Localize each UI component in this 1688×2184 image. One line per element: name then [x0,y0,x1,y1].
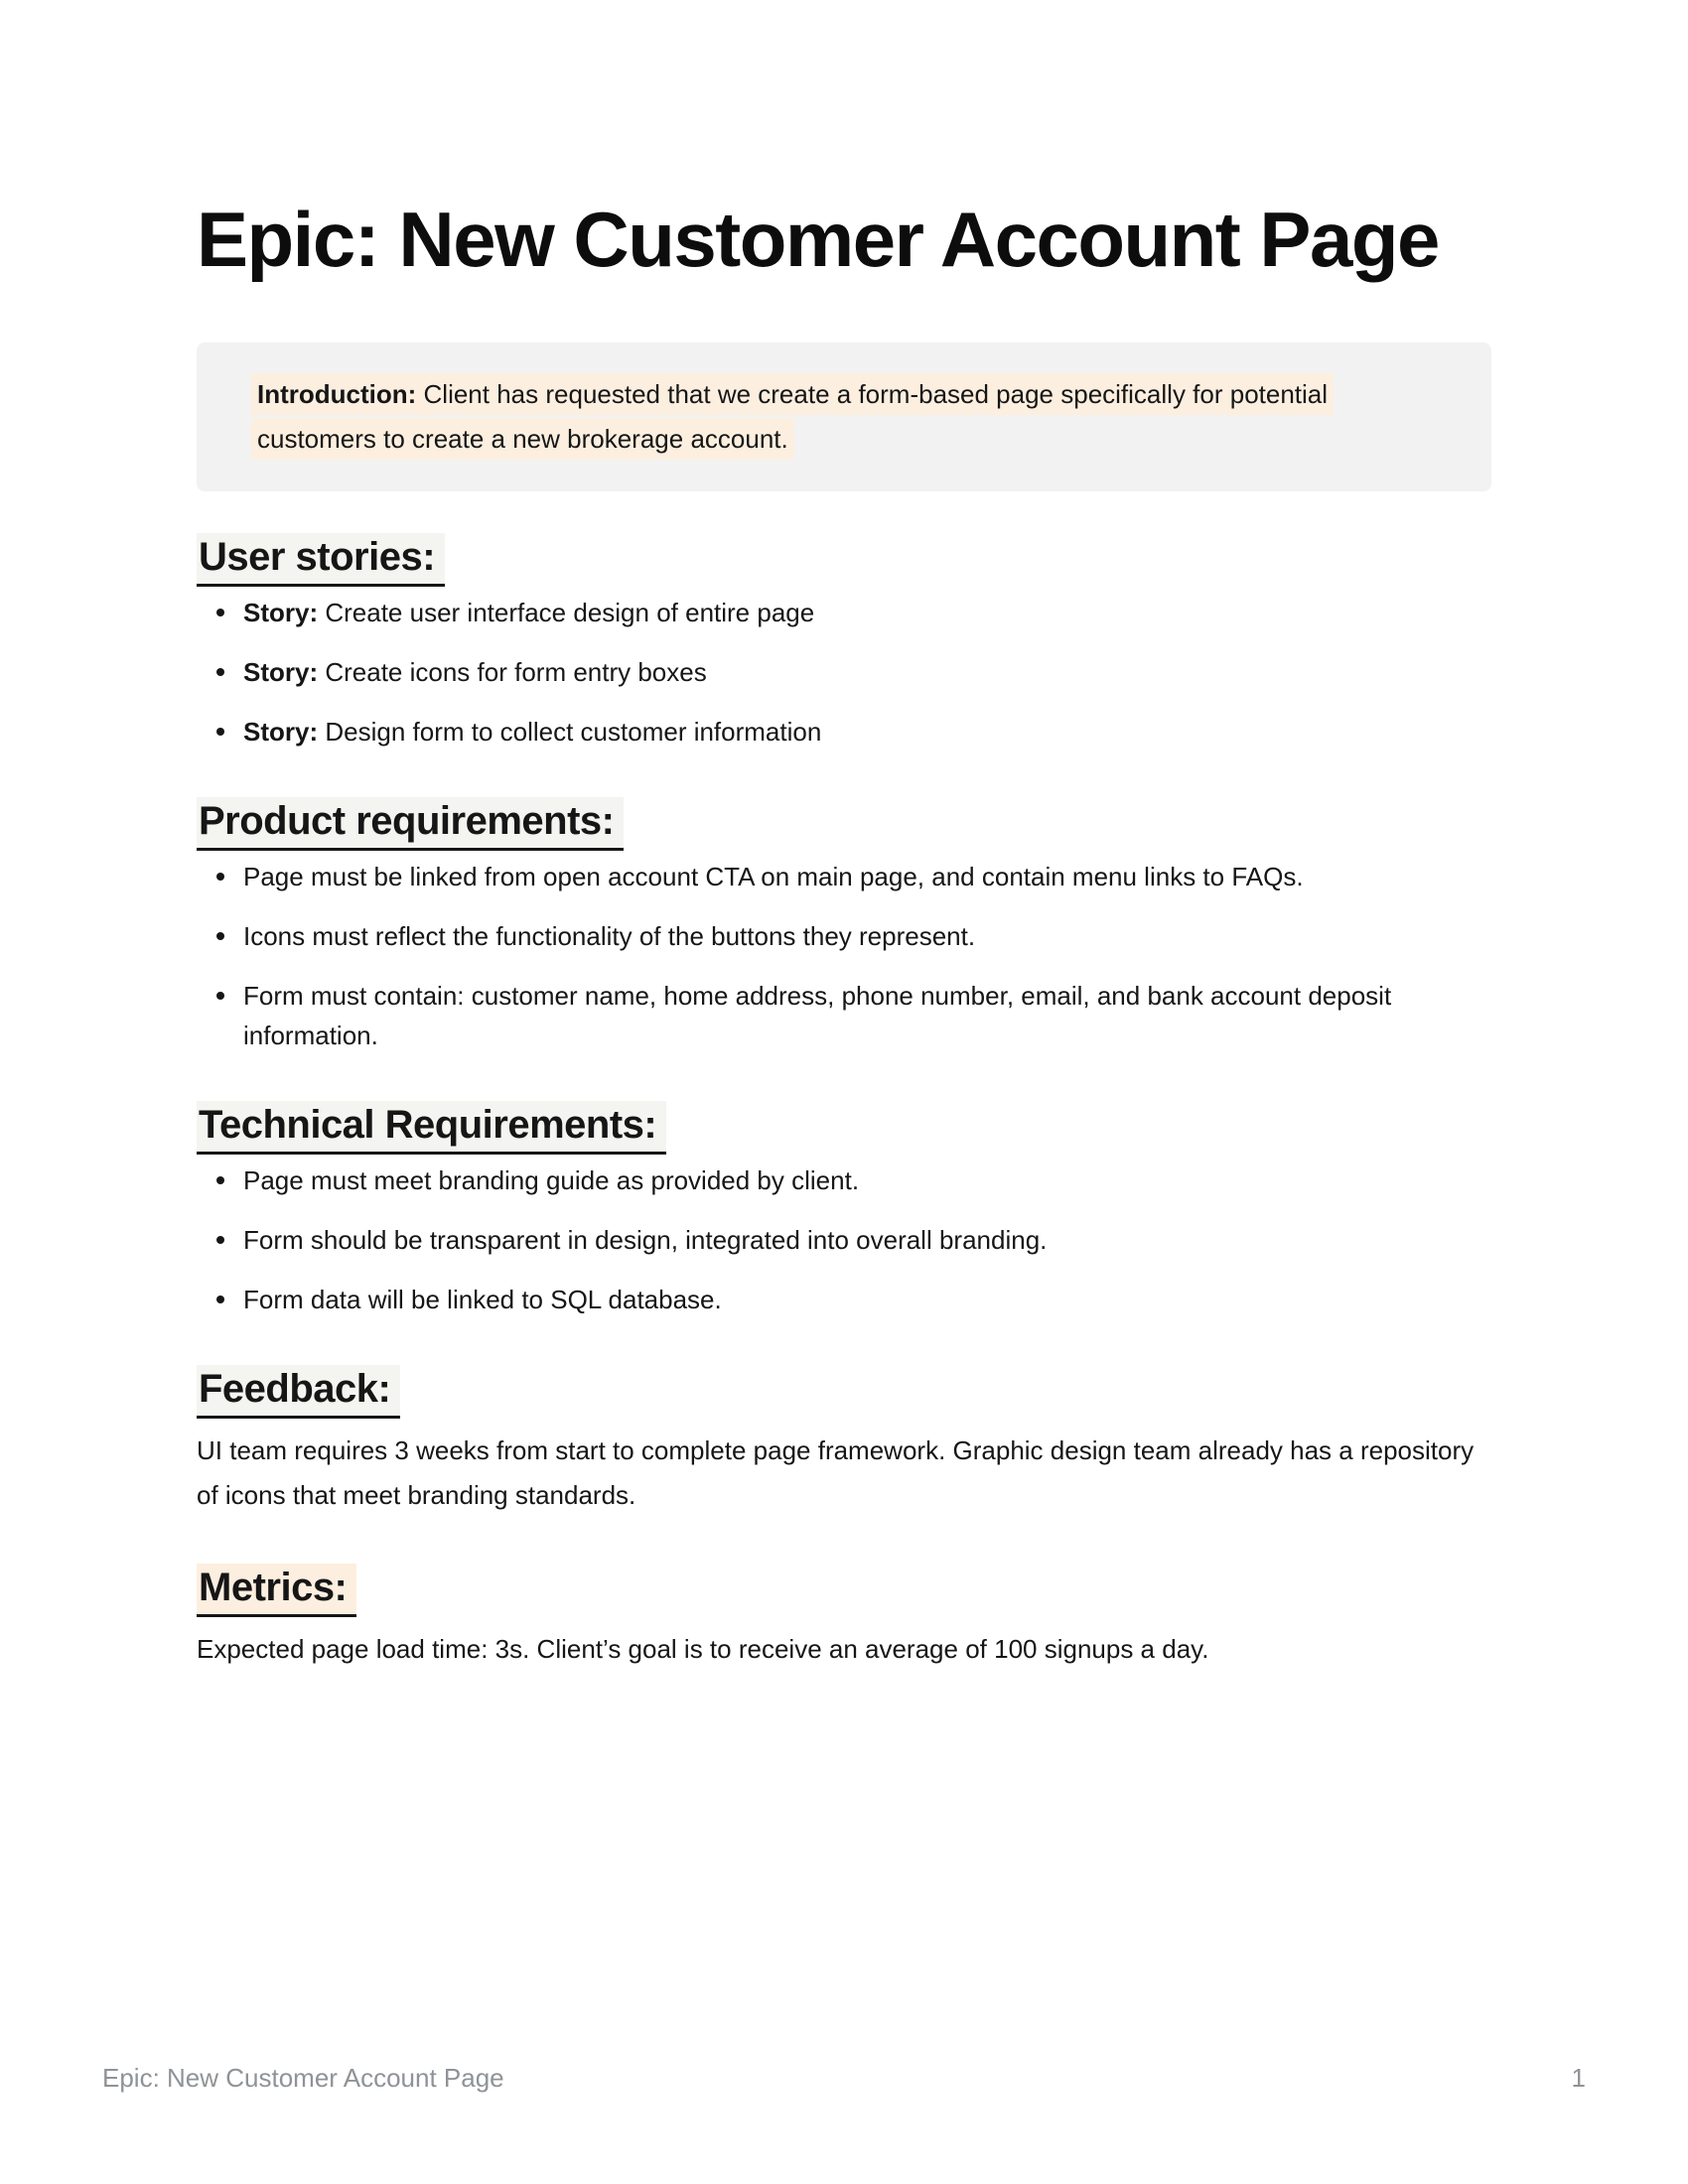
story-text: Create user interface design of entire page [318,598,815,627]
user-stories-heading [197,533,1491,587]
section-metrics [197,1564,1491,1672]
metrics-paragraph: Expected page load time: 3s. Client’s goal is to receive an average of 100 signups a day. [197,1634,1209,1664]
footer-page-number: 1 [1571,2063,1586,2093]
list-item [197,712,1491,751]
technical-requirements-heading [197,1101,1491,1155]
list-item [197,916,1491,956]
story-label: Story: [243,598,319,627]
list-item-text: Page must be linked from open account CTA on main page, and contain menu links to FAQs. [243,862,1304,891]
intro-paragraph [251,372,1437,462]
technical-requirements-heading-text: Technical Requirements: [197,1101,666,1155]
feedback-heading [197,1365,1491,1419]
list-item [197,1220,1491,1260]
intro-highlight [251,373,1334,460]
story-text: Create icons for form entry boxes [318,657,707,687]
bullet-icon [216,728,224,736]
bullet-icon [216,668,224,676]
bullet-icon [216,609,224,616]
list-item [197,652,1491,692]
intro-panel [197,342,1491,491]
list-item [197,1280,1491,1319]
user-stories-list [197,593,1491,751]
list-item [197,593,1491,632]
list-item [197,976,1491,1055]
user-stories-heading-text: User stories: [197,533,445,587]
bullet-icon [216,932,224,940]
bullet-icon [216,992,224,1000]
intro-label: Introduction: [257,379,417,409]
bullet-icon [216,1296,224,1303]
page-title: Epic: New Customer Account Page [197,196,1439,283]
list-item-text: Page must meet branding guide as provided by client. [243,1165,860,1195]
list-item-text: Form should be transparent in design, integrated into overall branding. [243,1225,1048,1255]
section-feedback [197,1365,1491,1518]
list-item [197,1160,1491,1200]
feedback-paragraph: UI team requires 3 weeks from start to complete page framework. Graphic design team already has a repository of icons that meet branding standards. [197,1435,1475,1510]
technical-requirements-list [197,1160,1491,1319]
metrics-heading-text: Metrics: [197,1564,356,1617]
product-requirements-list [197,857,1491,1055]
footer-title: Epic: New Customer Account Page [102,2063,504,2093]
list-item-text: Icons must reflect the functionality of the buttons they represent. [243,921,976,951]
product-requirements-heading [197,797,1491,851]
bullet-icon [216,873,224,881]
page-footer [102,2063,1586,2094]
section-technical-requirements [197,1101,1491,1319]
list-item-text: Form data will be linked to SQL database. [243,1285,722,1314]
product-requirements-heading-text: Product requirements: [197,797,624,851]
intro-text: Client has requested that we create a form-based page specifically for potential customers to create a new brokerage account. [257,379,1329,454]
story-text: Design form to collect customer information [318,717,822,747]
document-page [197,0,1491,1672]
section-product-requirements [197,797,1491,1055]
bullet-icon [216,1236,224,1244]
metrics-heading [197,1564,1491,1617]
bullet-icon [216,1176,224,1184]
list-item [197,857,1491,896]
feedback-heading-text: Feedback: [197,1365,400,1419]
section-user-stories [197,533,1491,751]
story-label: Story: [243,717,319,747]
list-item-text: Form must contain: customer name, home address, phone number, email, and bank account deposit information. [243,981,1392,1050]
story-label: Story: [243,657,319,687]
